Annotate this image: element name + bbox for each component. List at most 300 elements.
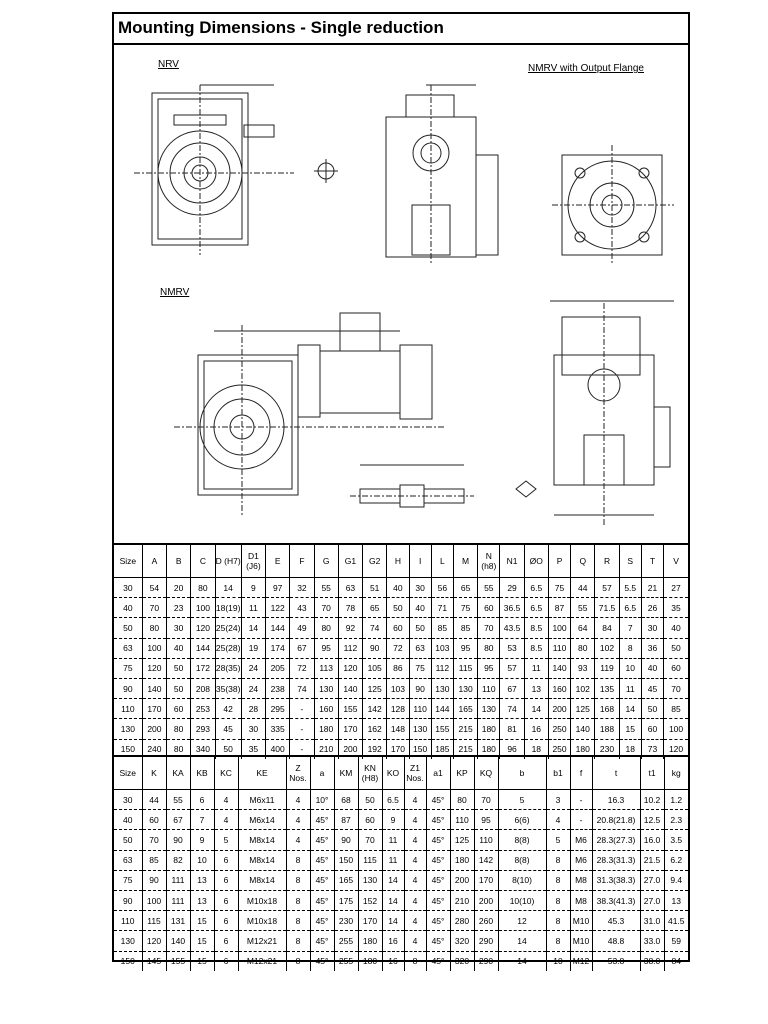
table-cell: 255 xyxy=(334,951,358,971)
table-cell: 90 xyxy=(114,678,142,698)
nmrv-flange-label: NMRV with Output Flange xyxy=(528,63,644,74)
table-cell: 80 xyxy=(142,618,166,638)
table-cell: M8x14 xyxy=(238,850,286,870)
table-cell: 200 xyxy=(338,739,362,759)
table-cell: 8 xyxy=(286,931,310,951)
table-cell: 45° xyxy=(310,931,334,951)
technical-drawings xyxy=(114,45,688,542)
nmrv-label: NMRV xyxy=(160,287,190,298)
table-cell: 60 xyxy=(142,810,166,830)
column-header: Z Nos. xyxy=(286,756,310,790)
title-bar xyxy=(114,14,688,45)
column-header: Size xyxy=(114,544,142,578)
table-cell: 205 xyxy=(266,658,290,678)
table-cell: 4 xyxy=(286,830,310,850)
table-cell: 100 xyxy=(142,890,166,910)
table-cell: 8(8) xyxy=(498,830,546,850)
table-cell: 152 xyxy=(358,890,382,910)
table-cell: 14 xyxy=(241,618,265,638)
table-row xyxy=(114,638,688,658)
table-cell: 119 xyxy=(595,658,619,678)
table-cell: 72 xyxy=(387,638,409,658)
table-cell: 120 xyxy=(142,658,166,678)
table-cell: 8 xyxy=(546,850,570,870)
table-cell: 8(10) xyxy=(498,870,546,890)
table-cell: 13 xyxy=(190,870,214,890)
table-cell: 2.3 xyxy=(664,810,688,830)
table-cell: 4 xyxy=(404,931,426,951)
table-cell: 25(28) xyxy=(215,638,241,658)
table-cell: 55 xyxy=(478,578,500,598)
table-cell: 8.5 xyxy=(524,618,548,638)
table-cell: 9 xyxy=(190,830,214,850)
table-cell: 29 xyxy=(500,578,524,598)
table-cell: 14 xyxy=(382,890,404,910)
table-cell: 85 xyxy=(664,699,688,719)
table-cell: 140 xyxy=(166,931,190,951)
table-cell: 80 xyxy=(571,638,595,658)
table-cell: 85 xyxy=(142,850,166,870)
table-cell: 72 xyxy=(290,658,314,678)
table-cell: 111 xyxy=(166,890,190,910)
table-cell: 92 xyxy=(338,618,362,638)
table-cell: 210 xyxy=(314,739,338,759)
table-cell: 75 xyxy=(114,658,142,678)
table-cell: 50 xyxy=(114,830,142,850)
table-cell: M8 xyxy=(570,870,592,890)
table-cell: 90 xyxy=(363,638,387,658)
table-cell: 6.5 xyxy=(382,790,404,810)
table-cell: 40 xyxy=(641,658,663,678)
table-cell: 170 xyxy=(387,739,409,759)
table-cell: M10 xyxy=(570,911,592,931)
table-cell: 67 xyxy=(290,638,314,658)
table-cell: 12.5 xyxy=(640,810,664,830)
table-cell: 40 xyxy=(114,598,142,618)
table-cell: 3.5 xyxy=(664,830,688,850)
table-cell: 35 xyxy=(664,598,688,618)
table-cell: 215 xyxy=(453,719,477,739)
table-cell: 210 xyxy=(450,890,474,910)
column-header: KE xyxy=(238,756,286,790)
table-cell: 18(19) xyxy=(215,598,241,618)
table-cell: 90 xyxy=(142,870,166,890)
table-cell: 14 xyxy=(215,578,241,598)
table-cell: 5 xyxy=(214,830,238,850)
table-cell: 130 xyxy=(453,678,477,698)
table-cell: 10 xyxy=(619,658,641,678)
table-cell: 103 xyxy=(387,678,409,698)
column-header: Q xyxy=(571,544,595,578)
table-cell: 35 xyxy=(241,739,265,759)
table-row xyxy=(114,850,688,870)
table-cell: 70 xyxy=(478,618,500,638)
table-row xyxy=(114,598,688,618)
table-cell: 56 xyxy=(431,578,453,598)
table-cell: 60 xyxy=(478,598,500,618)
nmrv-lower-side-drawing xyxy=(550,301,674,525)
table-cell: 40 xyxy=(409,598,431,618)
table-cell: M10x18 xyxy=(238,890,286,910)
table-cell: 230 xyxy=(595,739,619,759)
table-cell: 6 xyxy=(214,911,238,931)
table-cell: 20.8(21.8) xyxy=(592,810,640,830)
table-cell: 6.5 xyxy=(524,598,548,618)
table-cell: 60 xyxy=(641,719,663,739)
table-cell: 125 xyxy=(450,830,474,850)
table-cell: 144 xyxy=(191,638,215,658)
table-row xyxy=(114,618,688,638)
table-cell: 105 xyxy=(363,658,387,678)
table-cell: 162 xyxy=(363,719,387,739)
table-cell: 100 xyxy=(548,618,570,638)
table-cell: 71 xyxy=(431,598,453,618)
table-cell: 180 xyxy=(450,850,474,870)
table-cell: 200 xyxy=(450,870,474,890)
table-cell: 28.3(27.3) xyxy=(592,830,640,850)
table-cell: 90 xyxy=(166,830,190,850)
column-header: KN (H8) xyxy=(358,756,382,790)
table-row xyxy=(114,870,688,890)
column-header: t1 xyxy=(640,756,664,790)
table-cell: 74 xyxy=(290,678,314,698)
column-header: T xyxy=(641,544,663,578)
table-cell: 135 xyxy=(595,678,619,698)
table-cell: 7 xyxy=(619,618,641,638)
table-cell: 115 xyxy=(142,911,166,931)
table-cell: 144 xyxy=(266,618,290,638)
table-cell: 125 xyxy=(571,699,595,719)
table-cell: 45° xyxy=(310,830,334,850)
table-cell: 38.0 xyxy=(640,951,664,971)
mounting-dimensions-sheet xyxy=(112,12,690,967)
table-cell: 115 xyxy=(358,850,382,870)
table-cell: 165 xyxy=(453,699,477,719)
table-cell: 75 xyxy=(409,658,431,678)
table-cell: M6 xyxy=(570,830,592,850)
table-cell: 290 xyxy=(474,951,498,971)
table-cell: 45° xyxy=(310,951,334,971)
table-cell: 110 xyxy=(114,911,142,931)
table-cell: 14 xyxy=(498,951,546,971)
table-cell: 50 xyxy=(664,638,688,658)
table-cell: 45° xyxy=(310,810,334,830)
table-cell: 113 xyxy=(314,658,338,678)
table-cell: 290 xyxy=(474,931,498,951)
table-cell: 200 xyxy=(548,699,570,719)
table-cell: 30 xyxy=(641,618,663,638)
table-cell: 144 xyxy=(431,699,453,719)
nrv-label: NRV xyxy=(158,59,179,70)
table-cell: 168 xyxy=(595,699,619,719)
column-header: N (h8) xyxy=(478,544,500,578)
table-cell: - xyxy=(570,790,592,810)
table-cell: 95 xyxy=(314,638,338,658)
table-cell: 170 xyxy=(142,699,166,719)
column-header: B xyxy=(167,544,191,578)
table-cell: 8 xyxy=(546,931,570,951)
table-cell: 63 xyxy=(409,638,431,658)
table-cell: 40 xyxy=(664,618,688,638)
table-cell: 35(38) xyxy=(215,678,241,698)
table-cell: M8x14 xyxy=(238,830,286,850)
table-cell: 165 xyxy=(334,870,358,890)
table-cell: 21.5 xyxy=(640,850,664,870)
table-cell: 64 xyxy=(571,618,595,638)
table-cell: 16 xyxy=(382,951,404,971)
column-header: b1 xyxy=(546,756,570,790)
table-cell: 4 xyxy=(404,911,426,931)
table-cell: 200 xyxy=(474,890,498,910)
column-header: KP xyxy=(450,756,474,790)
table-cell: 68 xyxy=(334,790,358,810)
table-cell: 95 xyxy=(478,658,500,678)
table-cell: 90 xyxy=(409,678,431,698)
table-cell: 12 xyxy=(498,911,546,931)
table-cell: 57 xyxy=(500,658,524,678)
table-cell: 63 xyxy=(338,578,362,598)
table-cell: 90 xyxy=(334,830,358,850)
table-cell: - xyxy=(290,739,314,759)
table-cell: 200 xyxy=(142,719,166,739)
table-cell: 8 xyxy=(619,638,641,658)
table-cell: 110 xyxy=(114,699,142,719)
table-cell: 5 xyxy=(546,830,570,850)
column-header: Z1 Nos. xyxy=(404,756,426,790)
table-cell: 75 xyxy=(114,870,142,890)
table-cell: 60 xyxy=(387,618,409,638)
table-cell: 8.5 xyxy=(524,638,548,658)
table-cell: 65 xyxy=(453,578,477,598)
table-cell: 260 xyxy=(474,911,498,931)
table-cell: 170 xyxy=(338,719,362,739)
table-cell: 51 xyxy=(363,578,387,598)
table-cell: 14 xyxy=(382,870,404,890)
table-cell: 41.5 xyxy=(664,911,688,931)
table-cell: 6 xyxy=(214,931,238,951)
table-cell: 10 xyxy=(190,850,214,870)
table-cell: 125 xyxy=(363,678,387,698)
table-cell: 9 xyxy=(382,810,404,830)
table-cell: 45° xyxy=(426,850,450,870)
table-cell: 45° xyxy=(310,850,334,870)
table-cell: 5.5 xyxy=(619,578,641,598)
table-cell: 122 xyxy=(266,598,290,618)
table-cell: 130 xyxy=(358,870,382,890)
table-cell: 9.4 xyxy=(664,870,688,890)
table-cell: 50 xyxy=(387,598,409,618)
table-cell: 45° xyxy=(426,931,450,951)
table-cell: 45° xyxy=(426,870,450,890)
table-cell: 100 xyxy=(142,638,166,658)
table-cell: 4 xyxy=(404,810,426,830)
table-cell: 50 xyxy=(114,618,142,638)
table-cell: 10° xyxy=(310,790,334,810)
table-cell: 150 xyxy=(409,739,431,759)
table-cell: 250 xyxy=(548,719,570,739)
table-cell: 44 xyxy=(142,790,166,810)
table-cell: 55 xyxy=(166,790,190,810)
table-cell: 13 xyxy=(524,678,548,698)
table-cell: 45° xyxy=(426,890,450,910)
table-cell: 20 xyxy=(167,578,191,598)
table-cell: 75 xyxy=(548,578,570,598)
table-cell: 75 xyxy=(453,598,477,618)
table-cell: 59 xyxy=(664,931,688,951)
table-cell: 45° xyxy=(426,911,450,931)
table-row xyxy=(114,678,688,698)
table-cell: M6x14 xyxy=(238,810,286,830)
table-cell: 185 xyxy=(431,739,453,759)
table-cell: 16 xyxy=(524,719,548,739)
table-row xyxy=(114,931,688,951)
table-cell: 70 xyxy=(314,598,338,618)
table-cell: 170 xyxy=(358,911,382,931)
table-cell: 86 xyxy=(387,658,409,678)
table-cell: 6 xyxy=(190,790,214,810)
column-header: b xyxy=(498,756,546,790)
column-header: a xyxy=(310,756,334,790)
table-cell: 36 xyxy=(641,638,663,658)
table-cell: 230 xyxy=(334,911,358,931)
table-cell: 50 xyxy=(409,618,431,638)
table-row xyxy=(114,719,688,739)
table-cell: 8 xyxy=(286,870,310,890)
table-cell: 145 xyxy=(142,951,166,971)
table-cell: 65 xyxy=(363,598,387,618)
table-cell: 53 xyxy=(500,638,524,658)
table-cell: 160 xyxy=(314,699,338,719)
table-cell: 110 xyxy=(548,638,570,658)
table-cell: 238 xyxy=(266,678,290,698)
table-cell: 112 xyxy=(338,638,362,658)
table-cell: 74 xyxy=(363,618,387,638)
column-header: G2 xyxy=(363,544,387,578)
table-cell: 81 xyxy=(500,719,524,739)
table-cell: 6(6) xyxy=(498,810,546,830)
table-cell: 49 xyxy=(290,618,314,638)
table-cell: 13 xyxy=(664,890,688,910)
table-cell: 60 xyxy=(358,810,382,830)
page-title: Mounting Dimensions - Single reduction xyxy=(118,18,444,37)
table-cell: 100 xyxy=(664,719,688,739)
table-cell: 60 xyxy=(167,699,191,719)
table-cell: 6.2 xyxy=(664,850,688,870)
nmrv-side-view-drawing xyxy=(386,85,498,265)
table-cell: 71.5 xyxy=(595,598,619,618)
table-cell: 42 xyxy=(215,699,241,719)
column-header: t xyxy=(592,756,640,790)
table-cell: 120 xyxy=(668,744,684,755)
table-cell: 45° xyxy=(310,870,334,890)
column-header: C xyxy=(191,544,215,578)
table-cell: 253 xyxy=(191,699,215,719)
table-cell: 16.3 xyxy=(592,790,640,810)
table-cell: 5 xyxy=(498,790,546,810)
table-cell: 30 xyxy=(167,618,191,638)
table-cell: 295 xyxy=(266,699,290,719)
table-cell: M6x11 xyxy=(238,790,286,810)
table-cell: 4 xyxy=(404,870,426,890)
table-cell: 45° xyxy=(426,810,450,830)
table-cell: 115 xyxy=(453,658,477,678)
column-header: V xyxy=(664,544,688,578)
table-cell: 6 xyxy=(214,850,238,870)
column-header: F xyxy=(290,544,314,578)
column-header: Size xyxy=(114,756,142,790)
column-header: N1 xyxy=(500,544,524,578)
table-cell: 150 xyxy=(114,739,142,759)
dimensions-table-2 xyxy=(114,755,688,971)
column-header: D1 (J6) xyxy=(241,544,265,578)
table-cell: 4 xyxy=(546,810,570,830)
table-cell: 74 xyxy=(500,699,524,719)
table-cell: 160 xyxy=(548,678,570,698)
table-cell: 10 xyxy=(546,951,570,971)
table-cell: 84 xyxy=(595,618,619,638)
table-cell: 55 xyxy=(314,578,338,598)
table-cell: 50 xyxy=(215,739,241,759)
column-header: KM xyxy=(334,756,358,790)
table-cell: 130 xyxy=(314,678,338,698)
table-cell: 130 xyxy=(478,699,500,719)
table-cell: 32 xyxy=(290,578,314,598)
table-cell: 335 xyxy=(266,719,290,739)
table-cell: 155 xyxy=(338,699,362,719)
table-header-row xyxy=(114,544,688,578)
table-cell: 15 xyxy=(190,911,214,931)
table-cell: 40 xyxy=(387,578,409,598)
column-header: KB xyxy=(190,756,214,790)
table-cell: 150 xyxy=(114,951,142,971)
table-cell: 31.0 xyxy=(640,911,664,931)
table-cell: 400 xyxy=(266,739,290,759)
table-cell: 4 xyxy=(404,790,426,810)
table-cell: M12 xyxy=(570,951,592,971)
table-cell: 140 xyxy=(142,678,166,698)
table-row xyxy=(114,810,688,830)
table-cell: 174 xyxy=(266,638,290,658)
table-cell: 80 xyxy=(167,719,191,739)
table-cell: M10 xyxy=(570,931,592,951)
table-cell: 27.0 xyxy=(640,870,664,890)
table-cell: 180 xyxy=(358,951,382,971)
table-cell: 97 xyxy=(266,578,290,598)
table-cell: 140 xyxy=(571,719,595,739)
column-header: ØO xyxy=(524,544,548,578)
table-cell: 14 xyxy=(524,699,548,719)
drawing-canvas xyxy=(114,45,688,542)
column-header: KQ xyxy=(474,756,498,790)
table-cell: 112 xyxy=(431,658,453,678)
table-cell: 18 xyxy=(524,739,548,759)
table-cell: 100 xyxy=(191,598,215,618)
table-cell: 10(10) xyxy=(498,890,546,910)
table-cell: 28 xyxy=(241,699,265,719)
table-cell: 15 xyxy=(619,719,641,739)
table-row xyxy=(114,790,688,810)
table-cell: 140 xyxy=(548,658,570,678)
column-header: G xyxy=(314,544,338,578)
table-cell: 130 xyxy=(114,719,142,739)
table-cell: 63 xyxy=(114,850,142,870)
column-header: P xyxy=(548,544,570,578)
table-cell: 50 xyxy=(167,658,191,678)
table-cell: 40 xyxy=(167,638,191,658)
table-cell: 57 xyxy=(595,578,619,598)
table-cell: 280 xyxy=(450,911,474,931)
table-cell: 45° xyxy=(426,830,450,850)
